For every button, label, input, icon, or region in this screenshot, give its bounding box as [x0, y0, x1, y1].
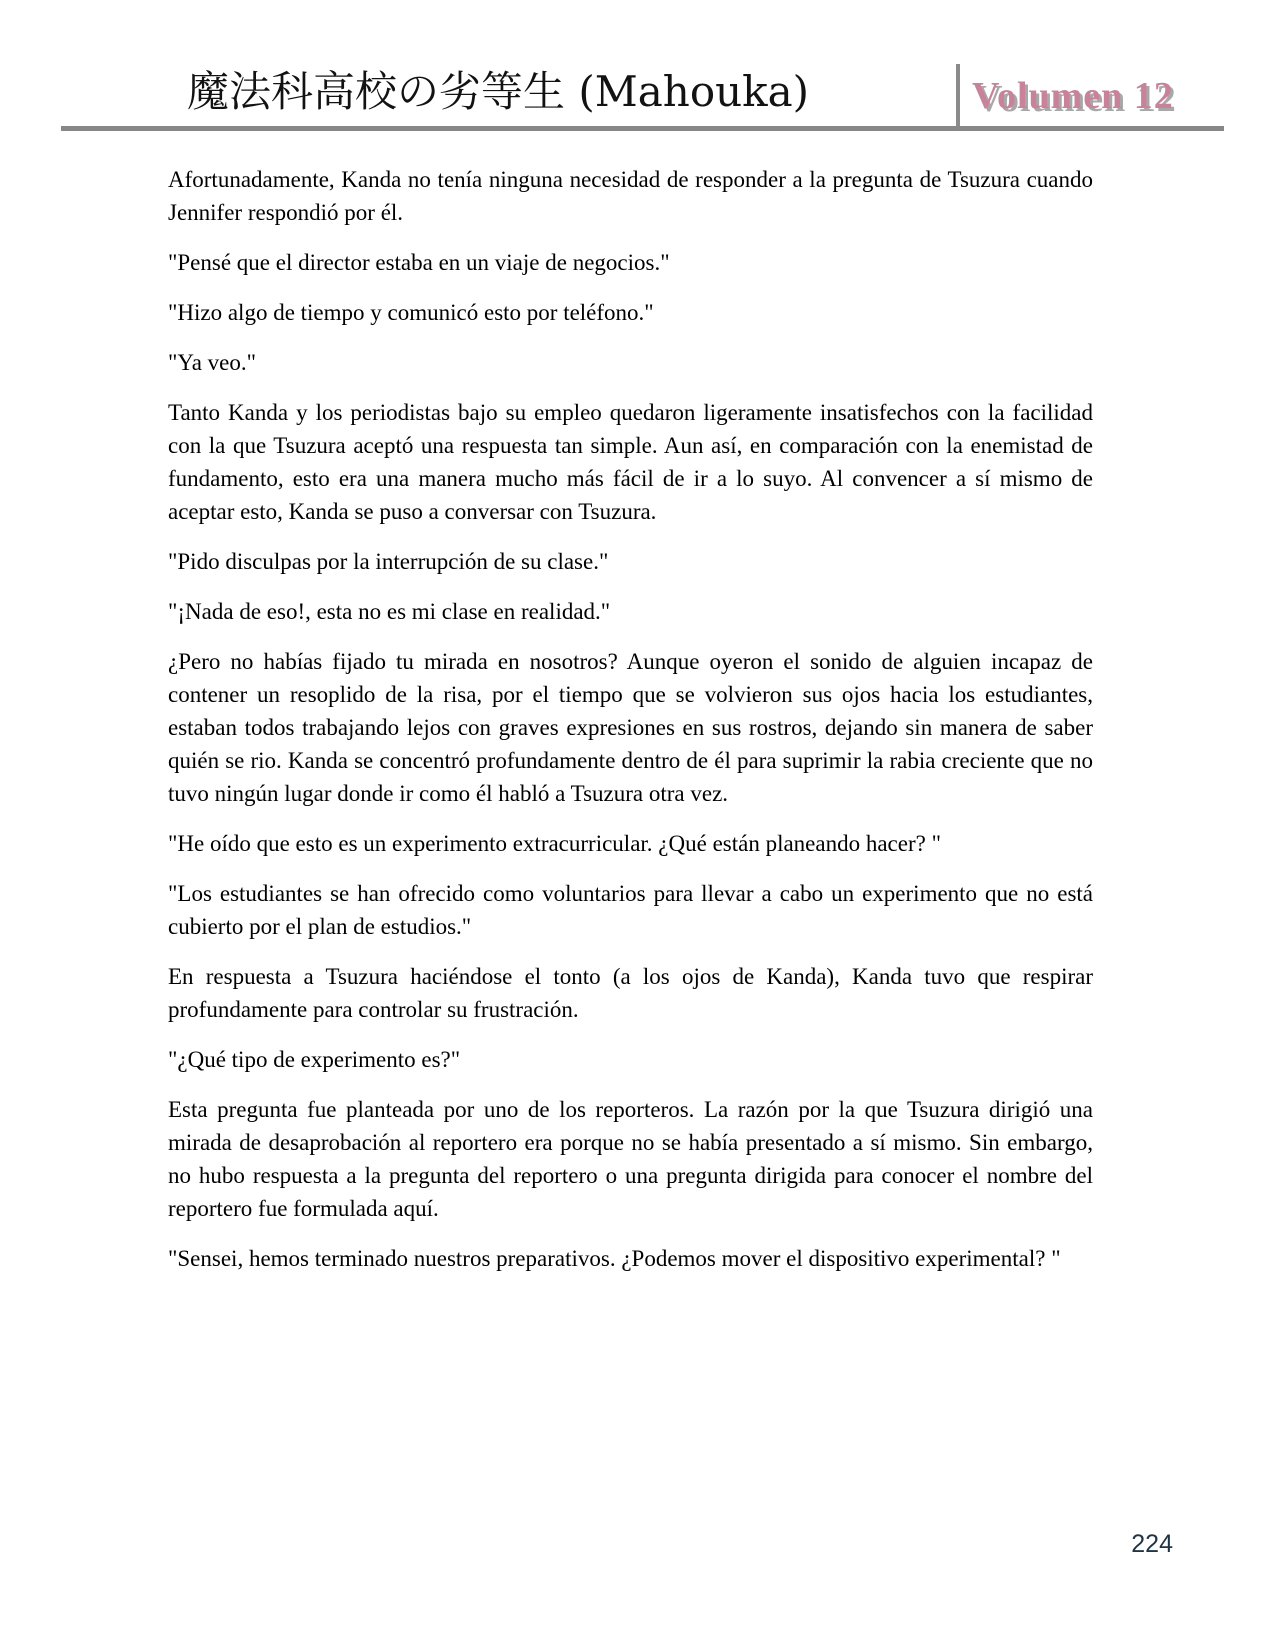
paragraph: "Pido disculpas por la interrupción de su clase."	[168, 549, 609, 574]
page-header	[61, 64, 1224, 131]
paragraph: "¡Nada de eso!, esta no es mi clase en realidad."	[168, 599, 611, 624]
paragraph: "Sensei, hemos terminado nuestros preparativos. ¿Podemos mover el dispositivo experimental? "	[168, 1246, 1061, 1271]
paragraph: "Los estudiantes se han ofrecido como voluntarios para llevar a cabo un experimento que no está cubierto por el plan de estudios."	[168, 881, 1093, 939]
volume-label: Volumen 12	[956, 64, 1224, 126]
page-body	[168, 163, 1093, 1292]
paragraph: Esta pregunta fue planteada por uno de los reporteros. La razón por la que Tsuzura dirigió una mirada de desaprobación al reportero era porque no se había presentado a sí mismo. Sin embargo, no hubo respuesta a la pregunta del reportero o una pregunta dirigida para conocer el nombre del reportero fue formulada aquí.	[168, 1097, 1093, 1221]
paragraph: "Ya veo."	[168, 350, 257, 375]
paragraph: Tanto Kanda y los periodistas bajo su empleo quedaron ligeramente insatisfechos con la facilidad con la que Tsuzura aceptó una respuesta tan simple. Aun así, en comparación con la enemistad de fundamento, esto era una manera mucho más fácil de ir a lo suyo. Al convencer a sí mismo de aceptar esto, Kanda se puso a conversar con Tsuzura.	[168, 400, 1093, 524]
paragraph: ¿Pero no habías fijado tu mirada en nosotros? Aunque oyeron el sonido de alguien incapaz de contener un resoplido de la risa, por el tiempo que se volvieron sus ojos hacia los estudiantes, estaban todos trabajando lejos con graves expresiones en sus rostros, dejando sin manera de saber quién se rio. Kanda se concentró profundamente dentro de él para suprimir la rabia creciente que no tuvo ningún lugar donde ir como él habló a Tsuzura otra vez.	[168, 649, 1093, 806]
paragraph: "Pensé que el director estaba en un viaje de negocios."	[168, 250, 670, 275]
paragraph: Afortunadamente, Kanda no tenía ninguna necesidad de responder a la pregunta de Tsuzura cuando Jennifer respondió por él.	[168, 167, 1093, 225]
paragraph: "¿Qué tipo de experimento es?"	[168, 1047, 461, 1072]
book-title: 魔法科高校の劣等生 (Mahouka)	[187, 67, 810, 116]
paragraph: "Hizo algo de tiempo y comunicó esto por teléfono."	[168, 300, 654, 325]
page-number: 224	[1131, 1530, 1173, 1558]
paragraph: En respuesta a Tsuzura haciéndose el tonto (a los ojos de Kanda), Kanda tuvo que respirar profundamente para controlar su frustración.	[168, 964, 1093, 1022]
paragraph: "He oído que esto es un experimento extracurricular. ¿Qué están planeando hacer? "	[168, 831, 941, 856]
